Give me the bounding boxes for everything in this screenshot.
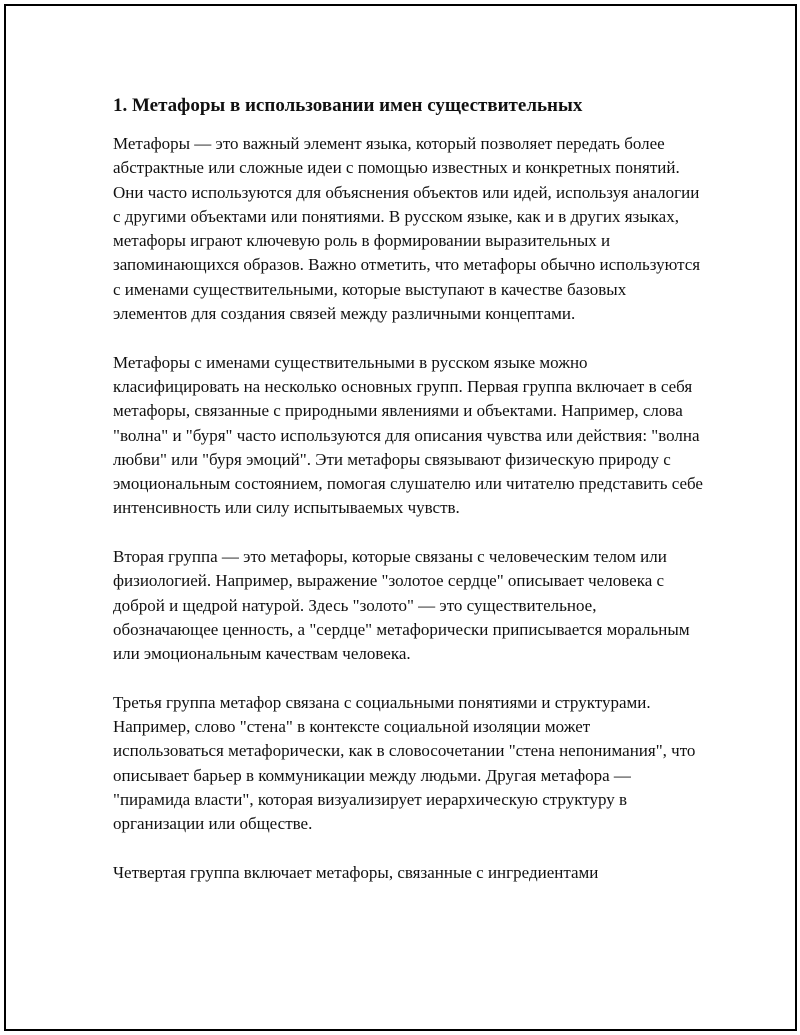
document-body — [113, 94, 703, 910]
paragraph-3: Вторая группа — это метафоры, которые связаны с человеческим телом или физиологией. Например, выражение "золотое сердце" описывает человека с доброй и щедрой натурой. Здесь "золото" — это существительное, обозначающее ценность, а "сердце" метафорически приписывается моральным или эмоциональным качествам человека. — [113, 547, 690, 664]
section-heading: 1. Метафоры в использовании имен существительных — [113, 95, 583, 116]
paragraph-1: Метафоры — это важный элемент языка, который позволяет передать более абстрактные или сложные идеи с помощью известных и конкретных понятий. Они часто используются для объяснения объектов или идей, используя аналогии с другими объектами или понятиями. В русском языке, как и в других языках, метафоры играют ключевую роль в формировании выразительных и запоминающихся образов. Важно отметить, что метафоры обычно используются с именами существительными, которые выступают в качестве базовых элементов для создания связей между различными концептами. — [113, 134, 701, 324]
paragraph-4: Третья группа метафор связана с социальными понятиями и структурами. Например, слово "стена" в контексте социальной изоляции может использоваться метафорически, как в словосочетании "стена непонимания", что описывает барьер в коммуникации между людьми. Другая метафора — "пирамида власти", которая визуализирует иерархическую структуру в организации или обществе. — [113, 692, 696, 834]
paragraph-2: Метафоры с именами существительными в русском языке можно класифицировать на несколько основных групп. Первая группа включает в себя метафоры, связанные с природными явлениями и объектами. Например, слова "волна" и "буря" часто используются для описания чувства или действия: "волна любви" или "буря эмоций". Эти метафоры связывают физическую природу с эмоциональным состоянием, помогая слушателю или читателю представить себе интенсивность или силу испытываемых чувств. — [113, 352, 703, 518]
paragraph-5: Четвертая группа включает метафоры, связанные с ингредиентами — [113, 862, 599, 882]
